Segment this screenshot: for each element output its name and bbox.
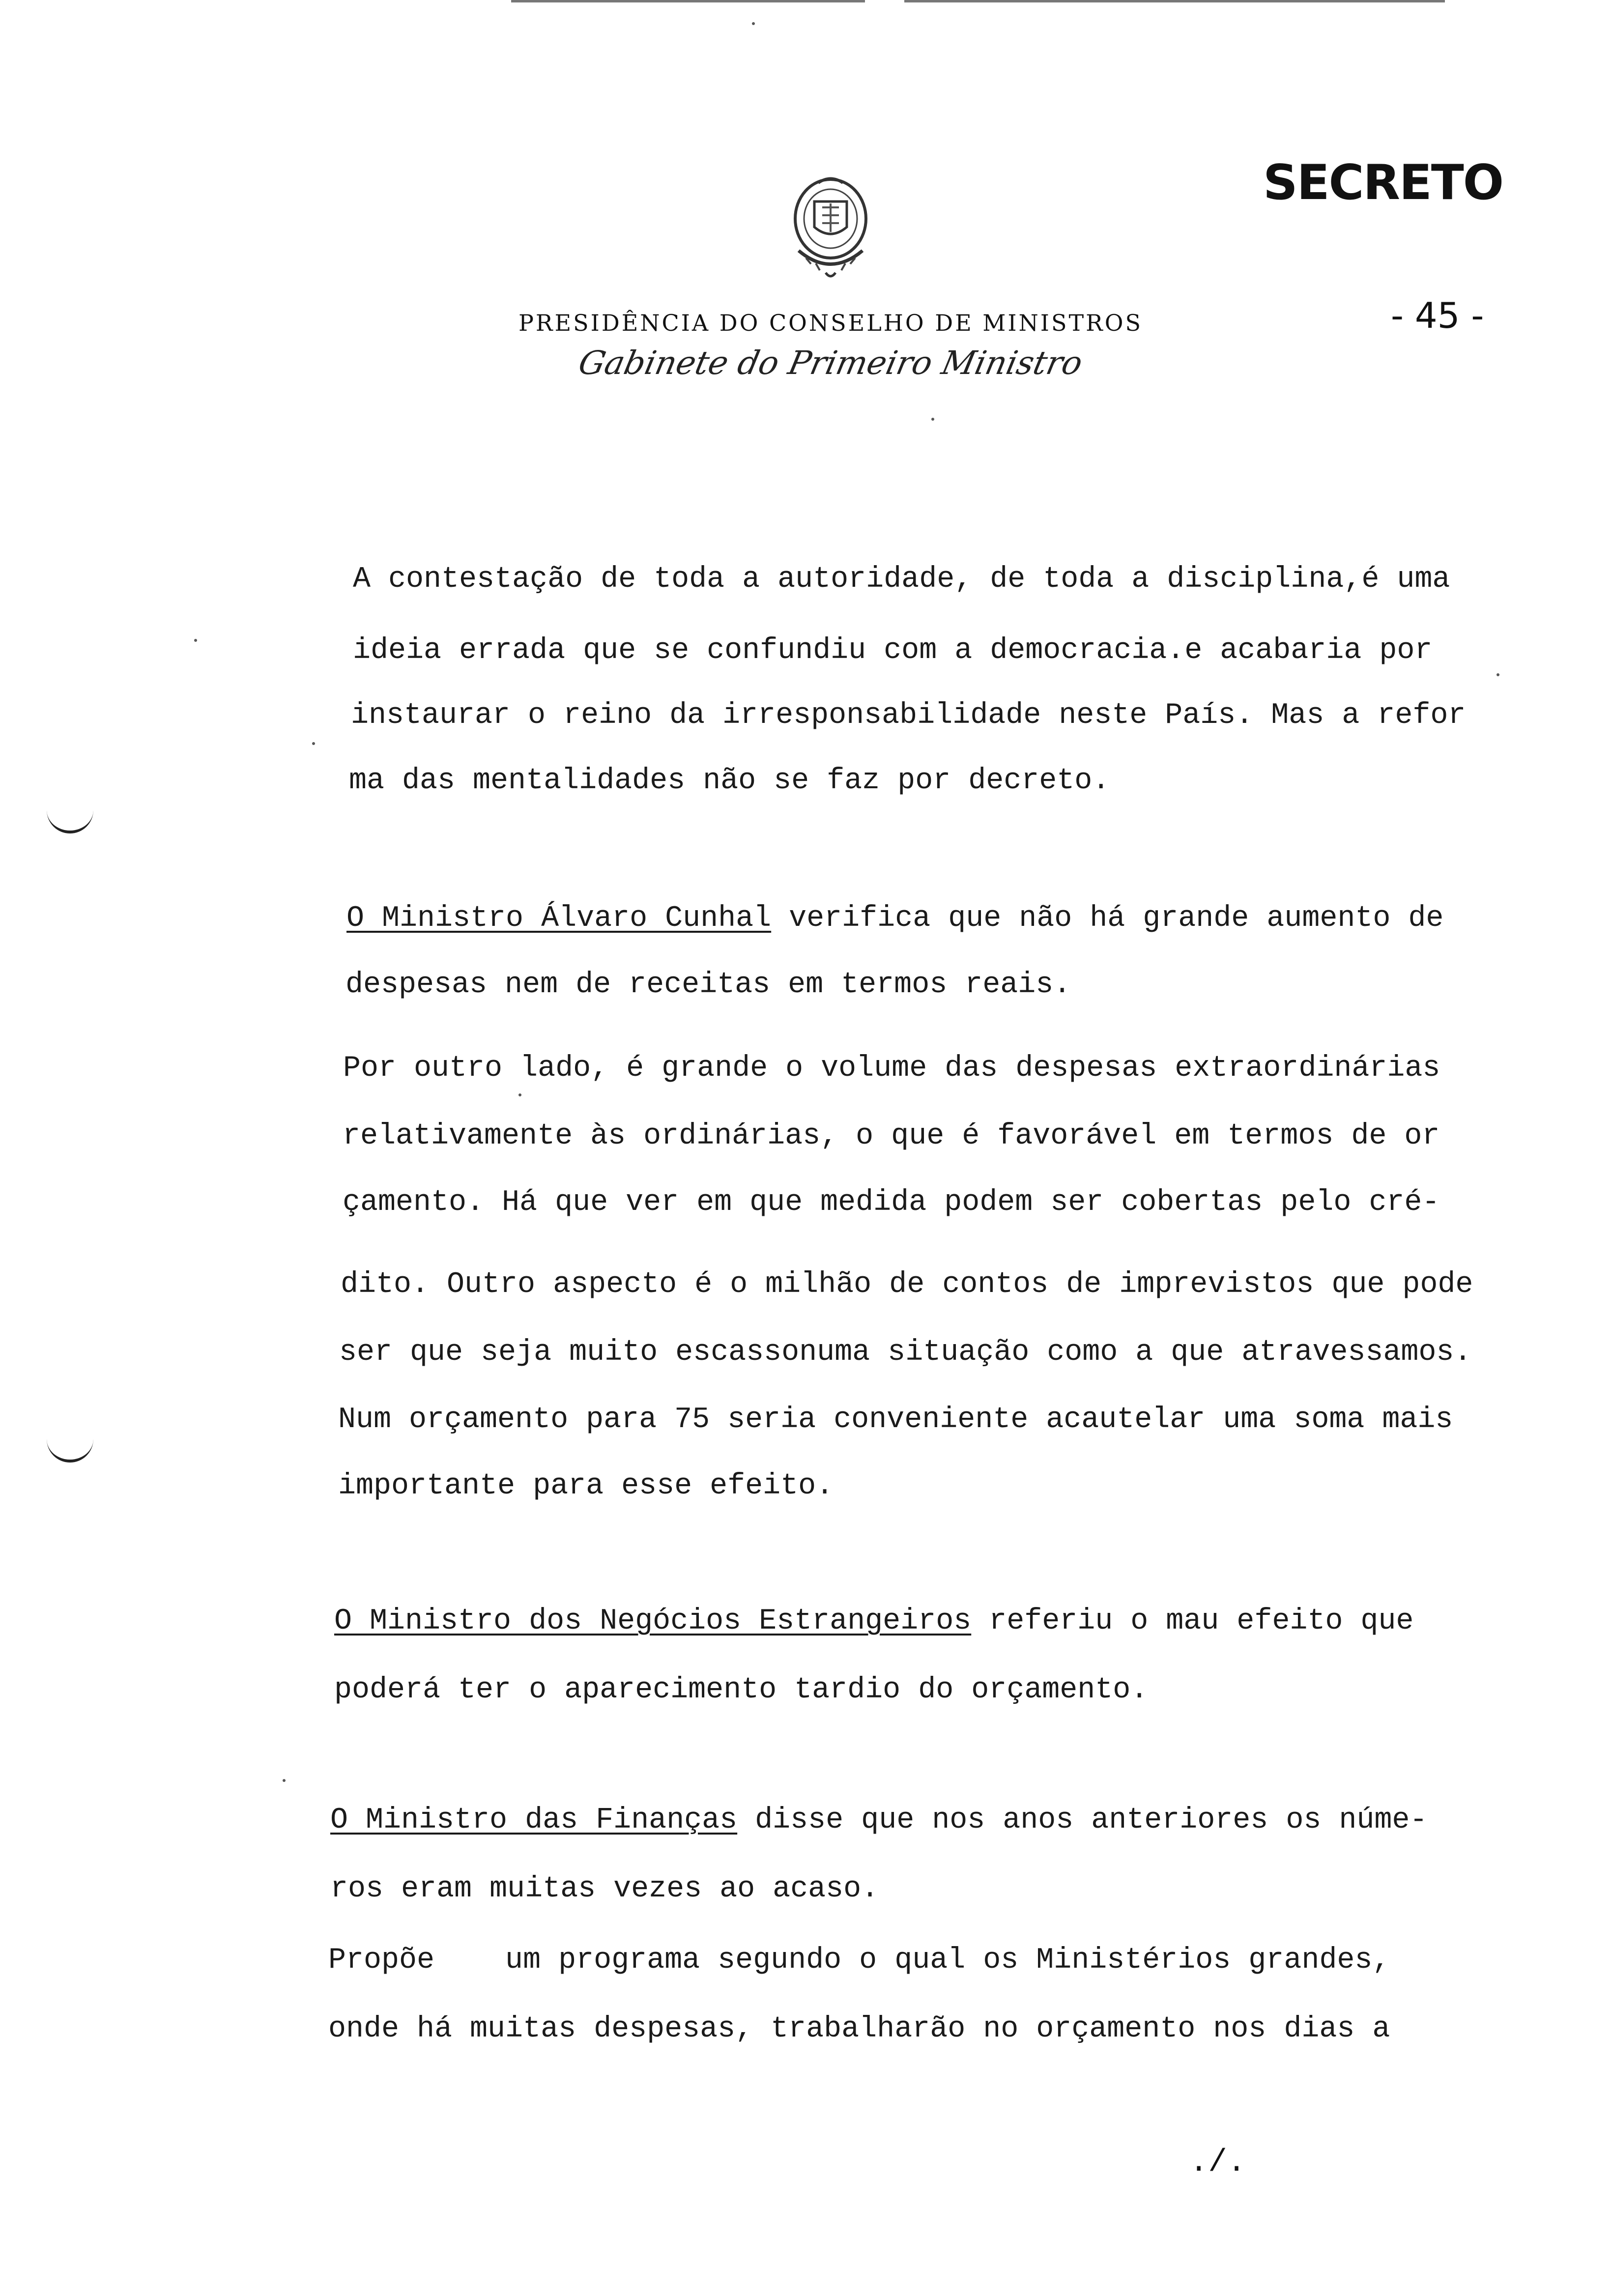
body-line: ser que seja muito escassonuma situação como a que atravessamos. <box>339 1336 1472 1369</box>
scan-speck <box>518 1093 521 1096</box>
body-line: Por outro lado, é grande o volume das despesas extraordinárias <box>343 1052 1440 1085</box>
speaker-paragraph-first-line <box>334 1605 1413 1638</box>
body-line-fragment: disse que nos anos anteriores os núme- <box>737 1804 1428 1837</box>
body-line: despesas nem de receitas em termos reais. <box>345 968 1071 1002</box>
body-line: A contestação de toda a autoridade, de toda a disciplina,é uma <box>353 563 1450 596</box>
scan-speck <box>312 742 315 745</box>
speaker-paragraph-first-line <box>346 902 1443 935</box>
speaker-paragraph-first-line <box>330 1804 1427 1837</box>
scan-speck <box>931 418 934 421</box>
body-line-fragment: referiu o mau efeito que <box>971 1605 1414 1638</box>
body-line: poderá ter o aparecimento tardio do orçamento. <box>334 1673 1149 1707</box>
institution-heading: PRESIDÊNCIA DO CONSELHO DE MINISTROS <box>518 310 1143 336</box>
scan-speck <box>194 639 197 642</box>
body-line: Propõe um programa segundo o qual os Ministérios grandes, <box>328 1944 1390 1977</box>
body-line: onde há muitas despesas, trabalharão no orçamento nos dias a <box>328 2012 1390 2046</box>
body-line: ideia errada que se confundiu com a democracia.e acabaria por <box>353 634 1433 667</box>
secret-stamp: SECRETO <box>1263 155 1503 211</box>
speaker-name-foreign-affairs: O Ministro dos Negócios Estrangeiros <box>334 1605 972 1638</box>
top-edge-rule-right <box>904 0 1445 2</box>
coat-of-arms-icon <box>769 172 892 285</box>
body-line: ma das mentalidades não se faz por decreto. <box>349 764 1110 798</box>
body-line: dito. Outro aspecto é o milhão de contos de imprevistos que pode <box>341 1268 1473 1301</box>
page-number: - 45 - <box>1391 295 1484 336</box>
body-line: Num orçamento para 75 seria conveniente acautelar uma soma mais <box>338 1403 1453 1436</box>
continuation-mark: ./. <box>1189 2145 1246 2181</box>
speaker-name-finance: O Ministro das Finanças <box>330 1804 738 1837</box>
binding-hole-mark <box>47 806 93 833</box>
body-line-fragment: verifica que não há grande aumento de <box>771 902 1444 935</box>
body-line: çamento. Há que ver em que medida podem ser cobertas pelo cré- <box>343 1186 1440 1219</box>
speaker-name-cunhal: O Ministro Álvaro Cunhal <box>346 902 772 935</box>
body-line: relativamente às ordinárias, o que é favorável em termos de or <box>343 1119 1440 1153</box>
body-line: ros eram muitas vezes ao acaso. <box>330 1872 879 1906</box>
scan-speck <box>283 1779 286 1782</box>
top-edge-rule-left <box>511 0 865 2</box>
binding-hole-mark <box>47 1435 93 1463</box>
scan-speck <box>1497 673 1499 676</box>
scan-speck <box>752 22 755 25</box>
body-line: importante para esse efeito. <box>338 1469 834 1503</box>
body-line: instaurar o reino da irresponsabilidade neste País. Mas a refor <box>351 699 1466 732</box>
office-subheading: Gabinete do Primeiro Ministro <box>575 344 1086 382</box>
